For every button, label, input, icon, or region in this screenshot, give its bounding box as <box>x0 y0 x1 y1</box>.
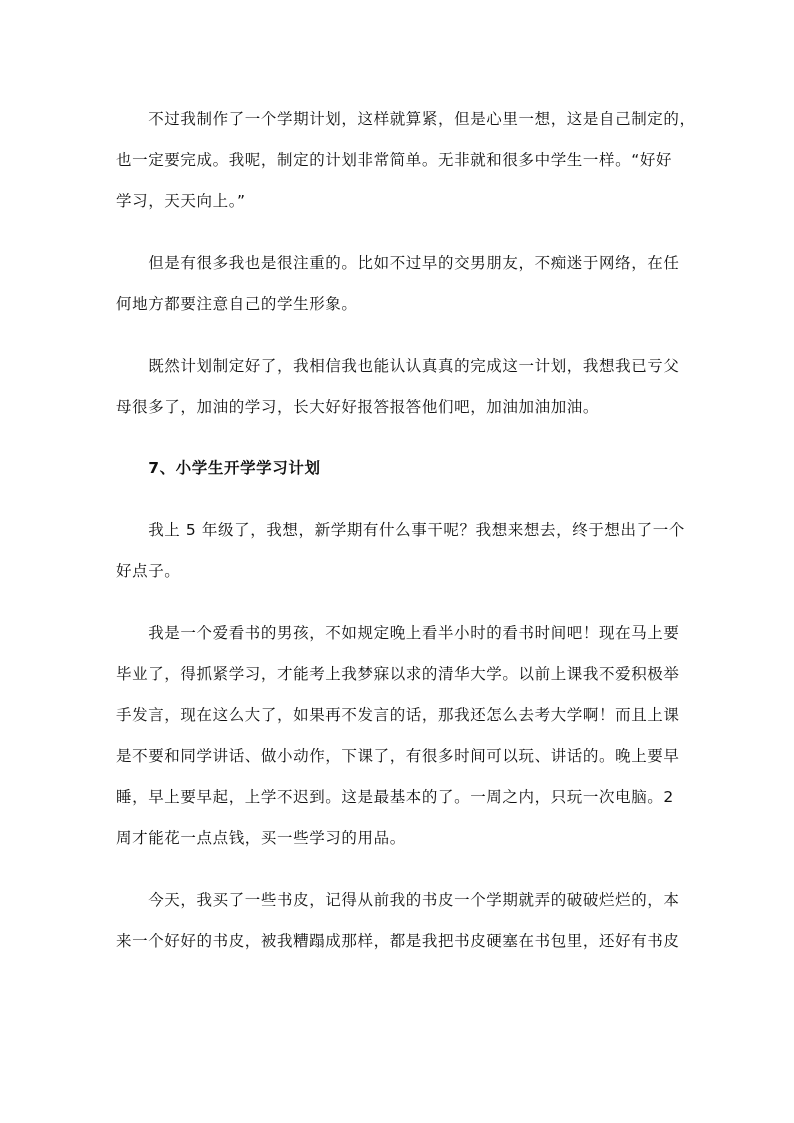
text-line: 来一个好好的书皮，被我糟蹋成那样，都是我把书皮硬塞在书包里，还好有书皮 <box>116 932 680 950</box>
text-line: 既然计划制定好了，我相信我也能认认真真的完成这一计划，我想我已亏父 <box>116 357 680 375</box>
text-line: 睡，早上要早起，上学不迟到。这是最基本的了。一周之内，只玩一次电脑。2 <box>116 788 674 806</box>
text-line: 不过我制作了一个学期计划，这样就算紧，但是心里一想，这是自己制定的， <box>116 110 696 128</box>
text-line: 手发言，现在这么大了，如果再不发言的话，那我还怎么去考大学啊！而且上课 <box>116 706 680 724</box>
text-line: 但是有很多我也是很注重的。比如不过早的交男朋友，不痴迷于网络，在任 <box>116 254 680 272</box>
text-line: 周才能花一点点钱，买一些学习的用品。 <box>116 829 406 847</box>
text-line: 好点子。 <box>116 562 181 580</box>
text-line: 是不要和同学讲话、做小动作，下课了，有很多时间可以玩、讲话的。晚上要早 <box>116 747 680 765</box>
text-line: 今天，我买了一些书皮，记得从前我的书皮一个学期就弄的破破烂烂的，本 <box>116 891 680 909</box>
text-line: 我上 5 年级了，我想，新学期有什么事干呢？我想来想去，终于想出了一个 <box>116 521 685 539</box>
section-heading: 7、小学生开学学习计划 <box>116 459 321 477</box>
text-line: 毕业了，得抓紧学习，才能考上我梦寐以求的清华大学。以前上课我不爱积极举 <box>116 665 680 683</box>
text-line: 也一定要完成。我呢，制定的计划非常简单。无非就和很多中学生一样。“好好 <box>116 151 673 169</box>
text-line: 学习，天天向上。” <box>116 192 246 210</box>
text-line: 我是一个爱看书的男孩，不如规定晚上看半小时的看书时间吧！现在马上要 <box>116 624 680 642</box>
text-line: 母很多了，加油的学习，长大好好报答报答他们吧，加油加油加油。 <box>116 398 600 416</box>
text-line: 何地方都要注意自己的学生形象。 <box>116 295 358 313</box>
